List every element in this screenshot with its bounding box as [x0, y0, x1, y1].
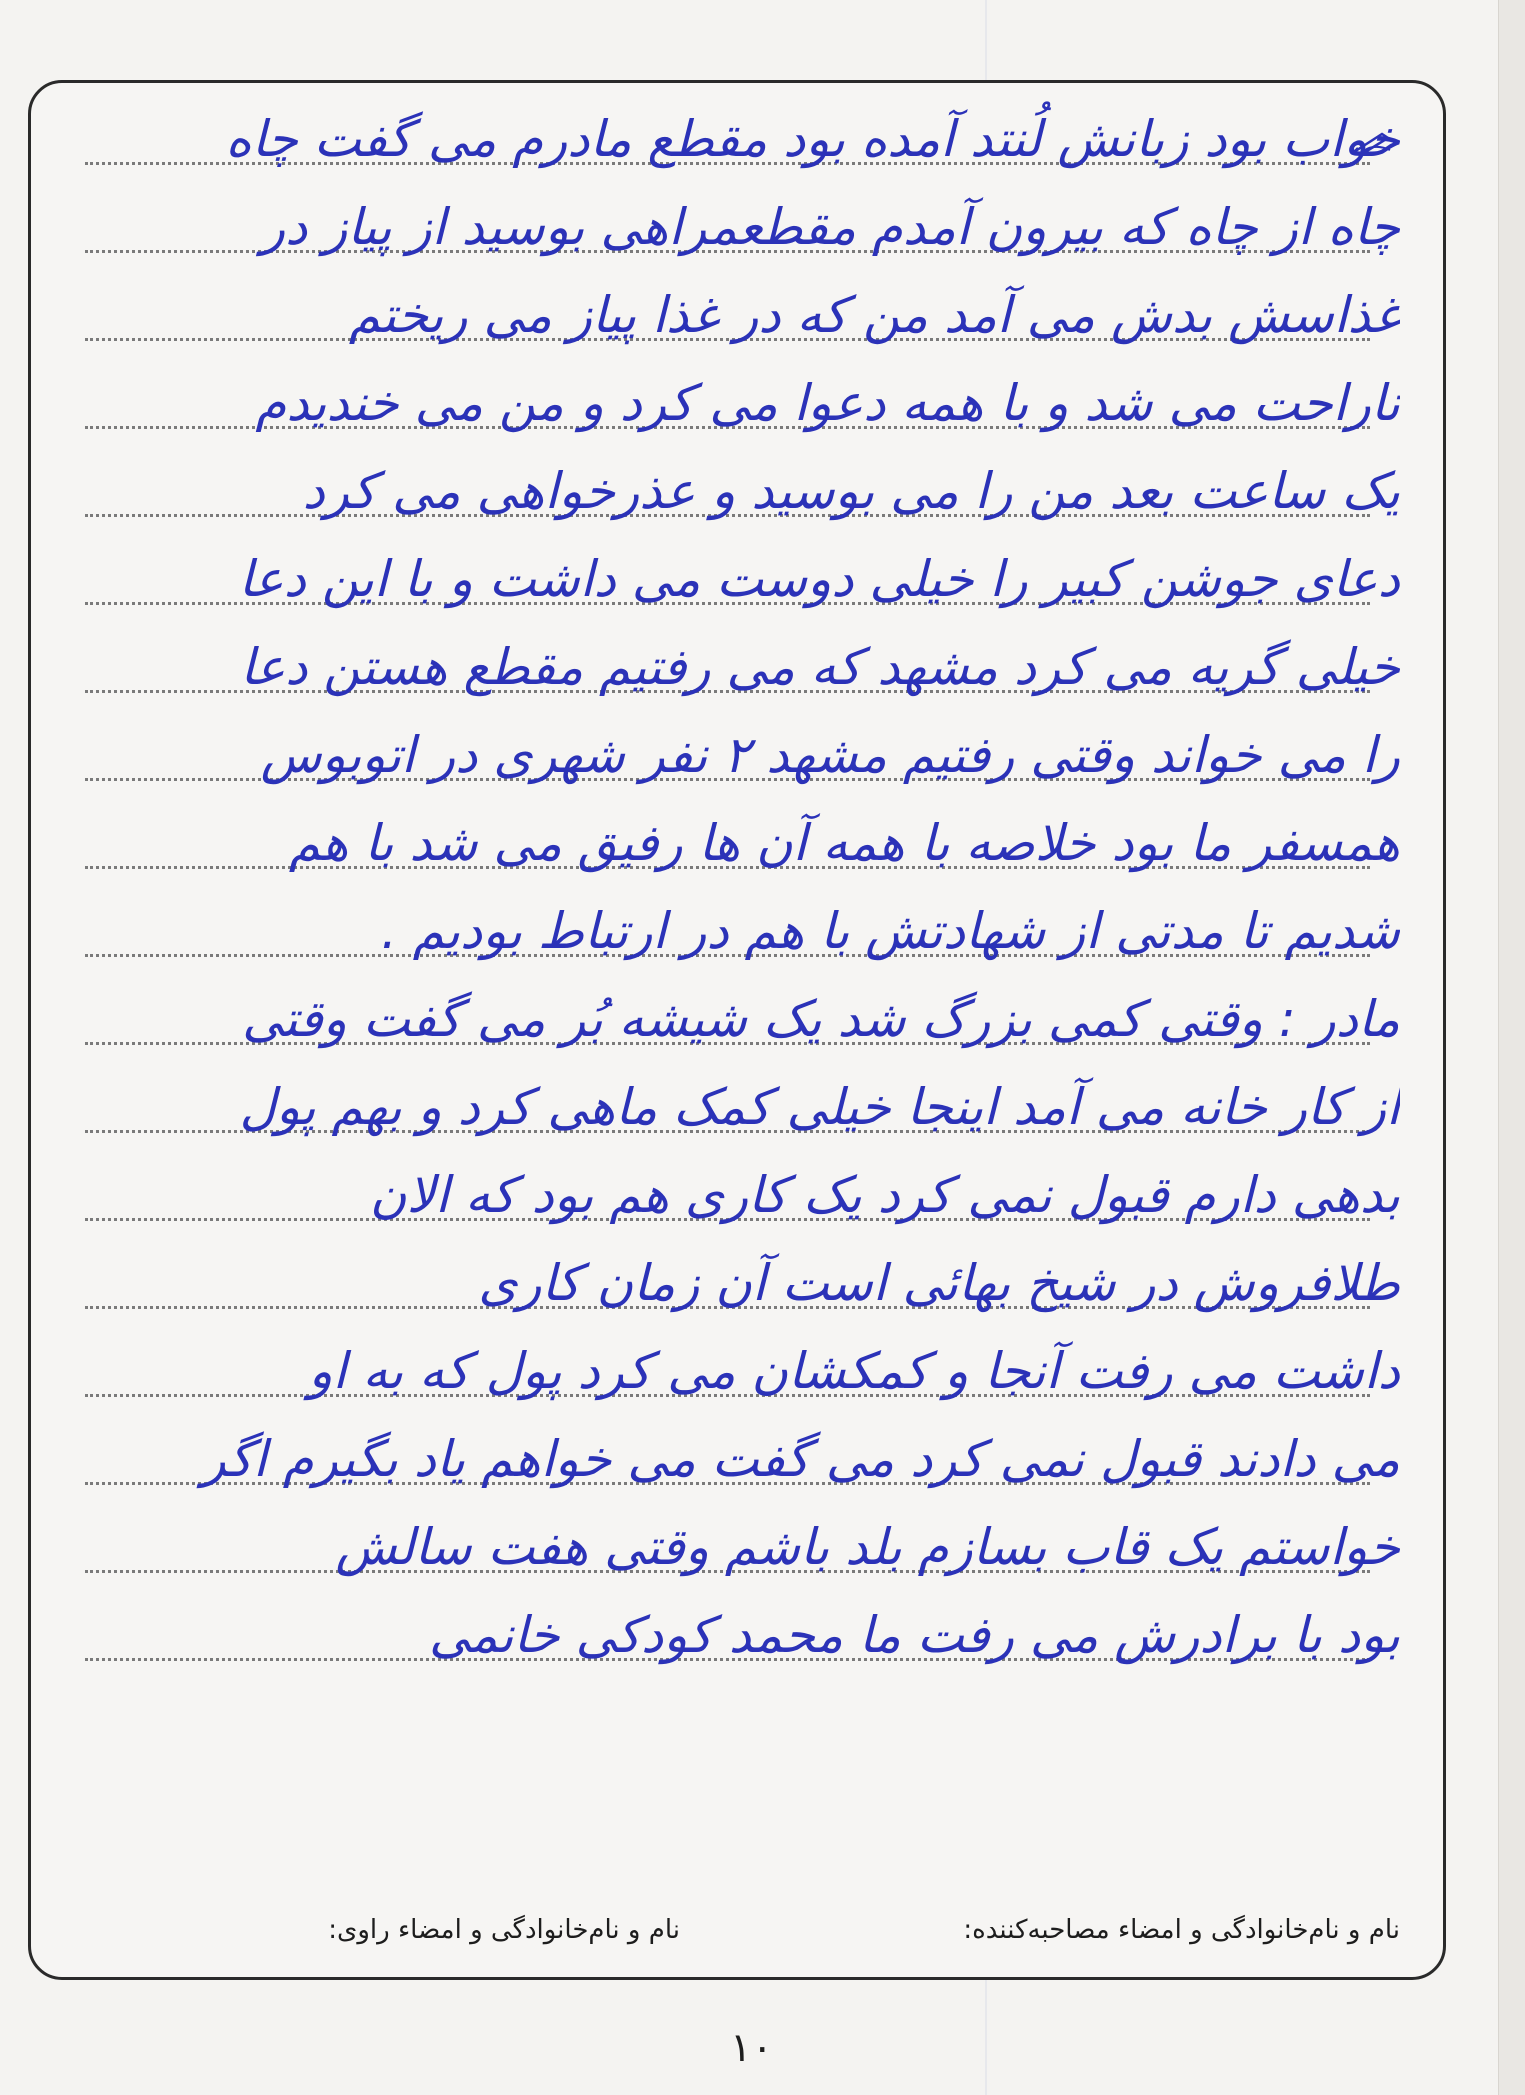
handwritten-line: چاه از چاه که بیرون آمدم مقطعمراهی بوسید از پیاز در: [260, 198, 1400, 256]
handwritten-line: همسفر ما بود خلاصه با همه آن ها رفیق می شد با هم: [288, 814, 1400, 872]
handwritten-line: بود با برادرش می رفت ما محمد کودکی خانمی: [429, 1606, 1400, 1664]
handwritten-line: شدیم تا مدتی از شهادتش با هم در ارتباط بودیم .: [381, 902, 1400, 960]
handwritten-line: غذاسش بدش می آمد من که در غذا پیاز می ریختم: [348, 286, 1400, 344]
handwritten-line: یک ساعت بعد من را می بوسید و عذرخواهی می کرد: [302, 462, 1400, 520]
signature-footer: [60, 1915, 1400, 1955]
handwritten-line: طلافروش در شیخ بهائی است آن زمان کاری: [478, 1254, 1400, 1312]
handwritten-line: ناراحت می شد و با همه دعوا می کرد و من می خندیدم: [255, 374, 1400, 432]
handwritten-line: را می خواند وقتی رفتیم مشهد ۲ نفر شهری در اتوبوس: [260, 726, 1400, 784]
handwritten-line: بدهی دارم قبول نمی کرد یک کاری هم بود که الان: [369, 1166, 1400, 1224]
handwritten-line: از کار خانه می آمد اینجا خیلی کمک ماهی کرد و بهم پول: [239, 1078, 1400, 1136]
handwritten-line: می دادند قبول نمی کرد می گفت می خواهم یاد بگیرم اگر: [201, 1430, 1400, 1488]
handwritten-line: مادر : وقتی کمی بزرگ شد یک شیشه بُر می گفت وقتی: [242, 990, 1400, 1048]
handwritten-line: خواب بود زبانش لُنتد آمده بود مقطع مادرم می گفت چاه: [225, 110, 1400, 168]
narrator-signature-label: نام و نام‌خانوادگی و امضاء راوی:: [328, 1915, 680, 1945]
interviewer-signature-label: نام و نام‌خانوادگی و امضاء مصاحبه‌کننده:: [963, 1915, 1400, 1945]
page-number: ۱۰: [730, 2025, 773, 2071]
handwritten-line: خیلی گریه می کرد مشهد که می رفتیم مقطع هستن دعا: [240, 638, 1400, 696]
handwritten-line: خواستم یک قاب بسازم بلد باشم وقتی هفت سالش: [335, 1518, 1400, 1576]
page-edge: [1498, 0, 1525, 2095]
handwritten-line: دعای جوشن کبیر را خیلی دوست می داشت و با این دعا: [238, 550, 1400, 608]
handwritten-text: [40, 95, 1400, 1679]
handwritten-line: داشت می رفت آنجا و کمکشان می کرد پول که به او: [308, 1342, 1400, 1400]
